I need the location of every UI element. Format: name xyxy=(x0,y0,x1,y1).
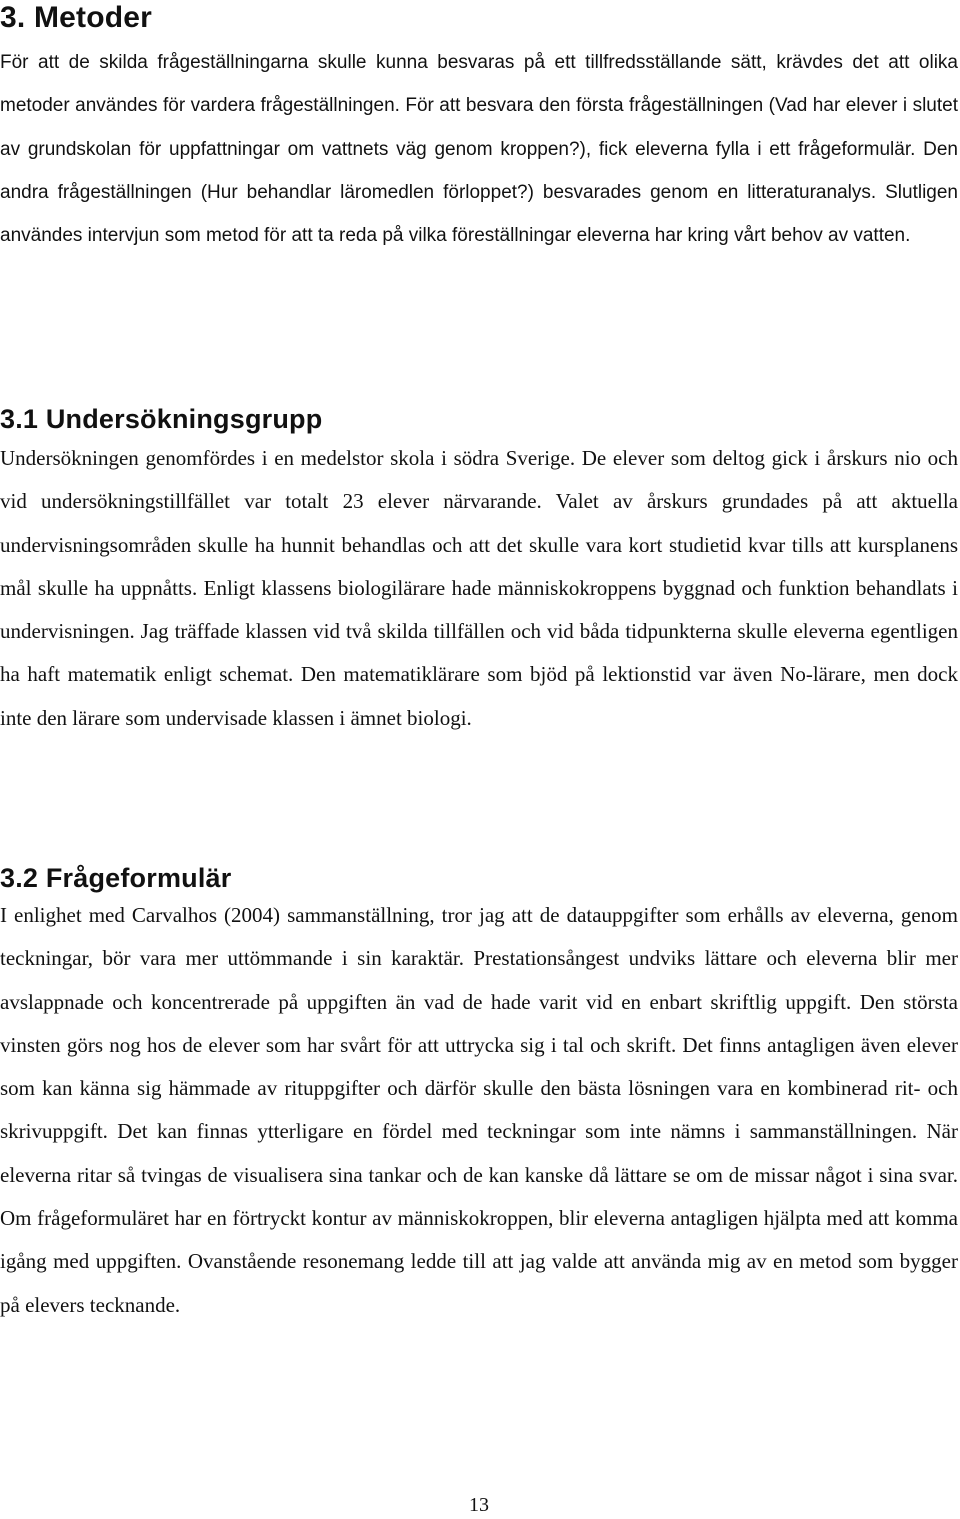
section-heading-questionnaire: 3.2 Frågeformulär xyxy=(0,863,232,893)
section-heading-study-group: 3.1 Undersökningsgrupp xyxy=(0,404,323,434)
study-group-paragraph: Undersökningen genomfördes i en medelstor skola i södra Sverige. De elever som deltog gick i årskurs nio och vid undersökningstillfället var totalt 23 elever närvarande. Valet av årskurs grundades på att aktuella undervisningsområden skulle ha hunnit behandlas och att det skulle vara kort studietid kvar tills att kursplanens mål skulle ha uppnåtts. Enligt klassens biologilärare hade människokroppens byggnad och funktion behandlats i undervisningen. Jag träffade klassen vid två skilda tillfällen och vid båda tidpunkterna skulle eleverna egentligen ha haft matematik enligt schemat. Den matematiklärare som bjöd på lektionstid var även No-lärare, men dock inte den lärare som undervisade klassen i ämnet biologi. xyxy=(0,446,958,730)
questionnaire-paragraph: I enlighet med Carvalhos (2004) sammanställning, tror jag att de datauppgifter som erhålls av eleverna, genom teckningar, bör vara mer uttömmande i sin karaktär. Prestationsångest undviks lättare och eleverna blir mer avslappnade och koncentrerade på uppgiften än vad de hade varit vid en enbart skriftlig uppgift. Den största vinsten görs nog hos de elever som har svårt för att uttrycka sig i tal och skrift. Det finns antagligen även elever som kan känna sig hämmade av rituppgifter och därför skulle den bästa lösningen vara en kombinerad rit- och skrivuppgift. Det kan finnas ytterligare en fördel med teckningar som inte nämns i sammanställningen. När eleverna ritar så tvingas de visualisera sina tankar och de kan kanske då lättare se om de missar något i sina svar. Om frågeformuläret har en förtryckt kontur av människokroppen, blir eleverna antagligen hjälpta med att komma igång med uppgiften. Ovanstående resonemang ledde till att jag valde att använda mig av en metod som bygger på elevers tecknande. xyxy=(0,903,958,1317)
methods-paragraph: För att de skilda frågeställningarna skulle kunna besvaras på ett tillfredsställande sätt, krävdes det att olika metoder användes för vardera frågeställningen. För att besvara den första frågeställningen (Vad har elever i slutet av grundskolan för uppfattningar om vattnets väg genom kroppen?), fick eleverna fylla i ett frågeformulär. Den andra frågeställningen (Hur behandlar läromedlen förloppet?) besvarades genom en litteraturanalys. Slutligen användes intervjun som metod för att ta reda på vilka föreställningar eleverna har kring vårt behov av vatten. xyxy=(0,52,958,247)
section-heading-methods: 3. Metoder xyxy=(0,1,153,34)
page-number: 13 xyxy=(469,1494,489,1516)
